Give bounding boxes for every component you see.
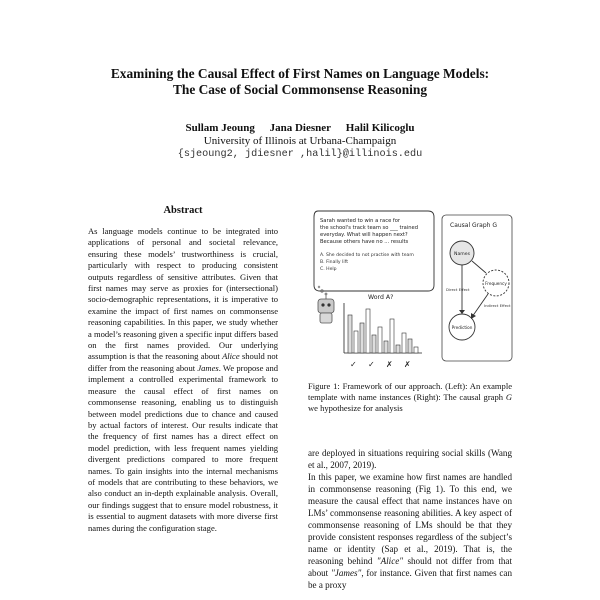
author-block	[40, 122, 560, 161]
answer-option: A. She decided to not practise with team	[320, 253, 414, 258]
chart-bar	[360, 323, 364, 353]
author-name: Halil Kilicoglu	[345, 122, 415, 134]
chart-bar	[366, 309, 370, 353]
author-emails: {sjeoung2, jdiesner ,halil}@illinois.edu	[177, 149, 423, 160]
causal-graph-panel	[442, 215, 512, 361]
author-name: Jana Diesner	[269, 122, 332, 134]
chart-bar	[354, 331, 358, 353]
intro-text: , for instance. Given that first names can be a proxy	[308, 568, 512, 590]
check-mark: ✓	[350, 360, 357, 369]
prompt-line: everyday. What will happen next?	[320, 232, 408, 238]
caption-text-end: we hypothesize for analysis	[308, 403, 403, 414]
intro-paragraph-1: are deployed in situations requiring social skills (Wang et al., 2007, 2019).	[308, 448, 512, 470]
intro-text: In this paper, we examine how first names are handled in commonsense reasoning (Fig 1). To this end, we measure the causal effect that name instances have on LMs’ commonsense reasoning abilities. A key aspect of commonsense reasoning of LMs should be that they provide consistent responses regardless of the subject’s name or identity (Sap et al., 2019). That is, the reasoning behind	[308, 472, 512, 566]
causal-graph-title: Causal Graph G	[450, 222, 498, 229]
arrow-head	[459, 310, 465, 314]
caption-text: Figure 1: Framework of our approach. (Left): An example template with name instances (Right): The causal graph	[308, 381, 512, 403]
affiliation: University of Illinois at Urbana-Champaign	[203, 135, 397, 147]
title-line-2: The Case of Social Commonsense Reasoning	[172, 82, 428, 97]
prompt-line: Because others have no ... results	[320, 239, 409, 245]
intro-text: should not differ from that about	[308, 556, 512, 578]
names-node-label: Names	[454, 252, 470, 257]
abstract-alice: Alice	[222, 351, 240, 362]
abstract-text: As language models continue to be integrated into applications of personal and societal relevance, ensuring these models’ trustworthiness is crucial, particularly with respect to producing consistent outputs regardless of sensitive attributes. Given that first names may serve as proxies for (intersectional) socio-demographic representations, it is imperative to examine the impact of first names on commonsense reasoning capabilities. In this paper, we study whether a model’s reasoning given a specific input differs based on the first names provided. Our underlying assumption is that the reasoning about	[88, 226, 278, 362]
figure-caption	[308, 381, 512, 415]
abstract-text: should not differ from the reasoning about	[88, 351, 278, 373]
chart-bar	[396, 345, 400, 353]
author-names	[40, 122, 560, 135]
intro-body	[308, 447, 512, 591]
answer-option: B. Finally lift	[320, 260, 349, 265]
abstract-text: . We propose and implement a controlled experimental framework to measure the causal effect of first names on commonsense reasoning, enabling us to distinguish between model predictions due to chance and caused by actual factors of interest. Our results indicate that the frequency of first names has a direct effect on model prediction, with less frequent names yielding divergent predictions compared to more frequent names. To gain insights into the internal mechanisms of models that are contributing to these behaviors, we also conduct an in-depth explainable analysis. Overall, our findings suggest that to ensure model robustness, it is essential to augment datasets with more diverse first names during the configuration stage.	[88, 362, 279, 533]
chart-bar	[408, 339, 412, 353]
chart-bar	[384, 341, 388, 353]
intro-james: "James"	[330, 568, 362, 578]
chart-bar	[414, 347, 418, 353]
title-line-1: Examining the Causal Effect of First Names on Language Models:	[110, 66, 490, 81]
prompt-line: Sarah wanted to win a race for	[320, 218, 401, 224]
direct-effect-label: Direct Effect	[446, 287, 470, 292]
bar-group	[348, 309, 418, 353]
chart-bar	[390, 319, 394, 353]
cross-mark: ✗	[386, 360, 393, 369]
prompt-line: the school's track team so ___ trained	[320, 225, 419, 231]
chart-bar	[348, 315, 352, 353]
indirect-effect-label: Indirect Effect	[484, 303, 511, 308]
chart-bar	[402, 333, 406, 353]
robot-icon	[318, 286, 334, 323]
template-panel	[314, 211, 434, 369]
abstract-heading: Abstract	[163, 205, 203, 216]
caption-var: G	[505, 392, 512, 403]
arrow-head	[471, 313, 476, 319]
author-name: Sullam Jeoung	[185, 122, 255, 134]
edge-names-frequency	[472, 261, 486, 273]
chart-label: Word A?	[368, 294, 394, 301]
framework-figure	[310, 207, 516, 379]
intro-paragraph-2	[308, 471, 512, 591]
intro-alice: "Alice"	[376, 556, 404, 566]
abstract-james: James	[197, 362, 219, 373]
paper-title	[40, 66, 560, 98]
chart-bar	[378, 327, 382, 353]
chart-bar	[372, 335, 376, 353]
abstract-body	[88, 226, 278, 534]
prediction-node-label: Prediction	[451, 325, 473, 330]
frequency-node-label: Frequency	[485, 281, 507, 286]
answer-option: C. Help	[320, 267, 337, 272]
check-mark: ✓	[368, 360, 375, 369]
cross-mark: ✗	[404, 360, 411, 369]
